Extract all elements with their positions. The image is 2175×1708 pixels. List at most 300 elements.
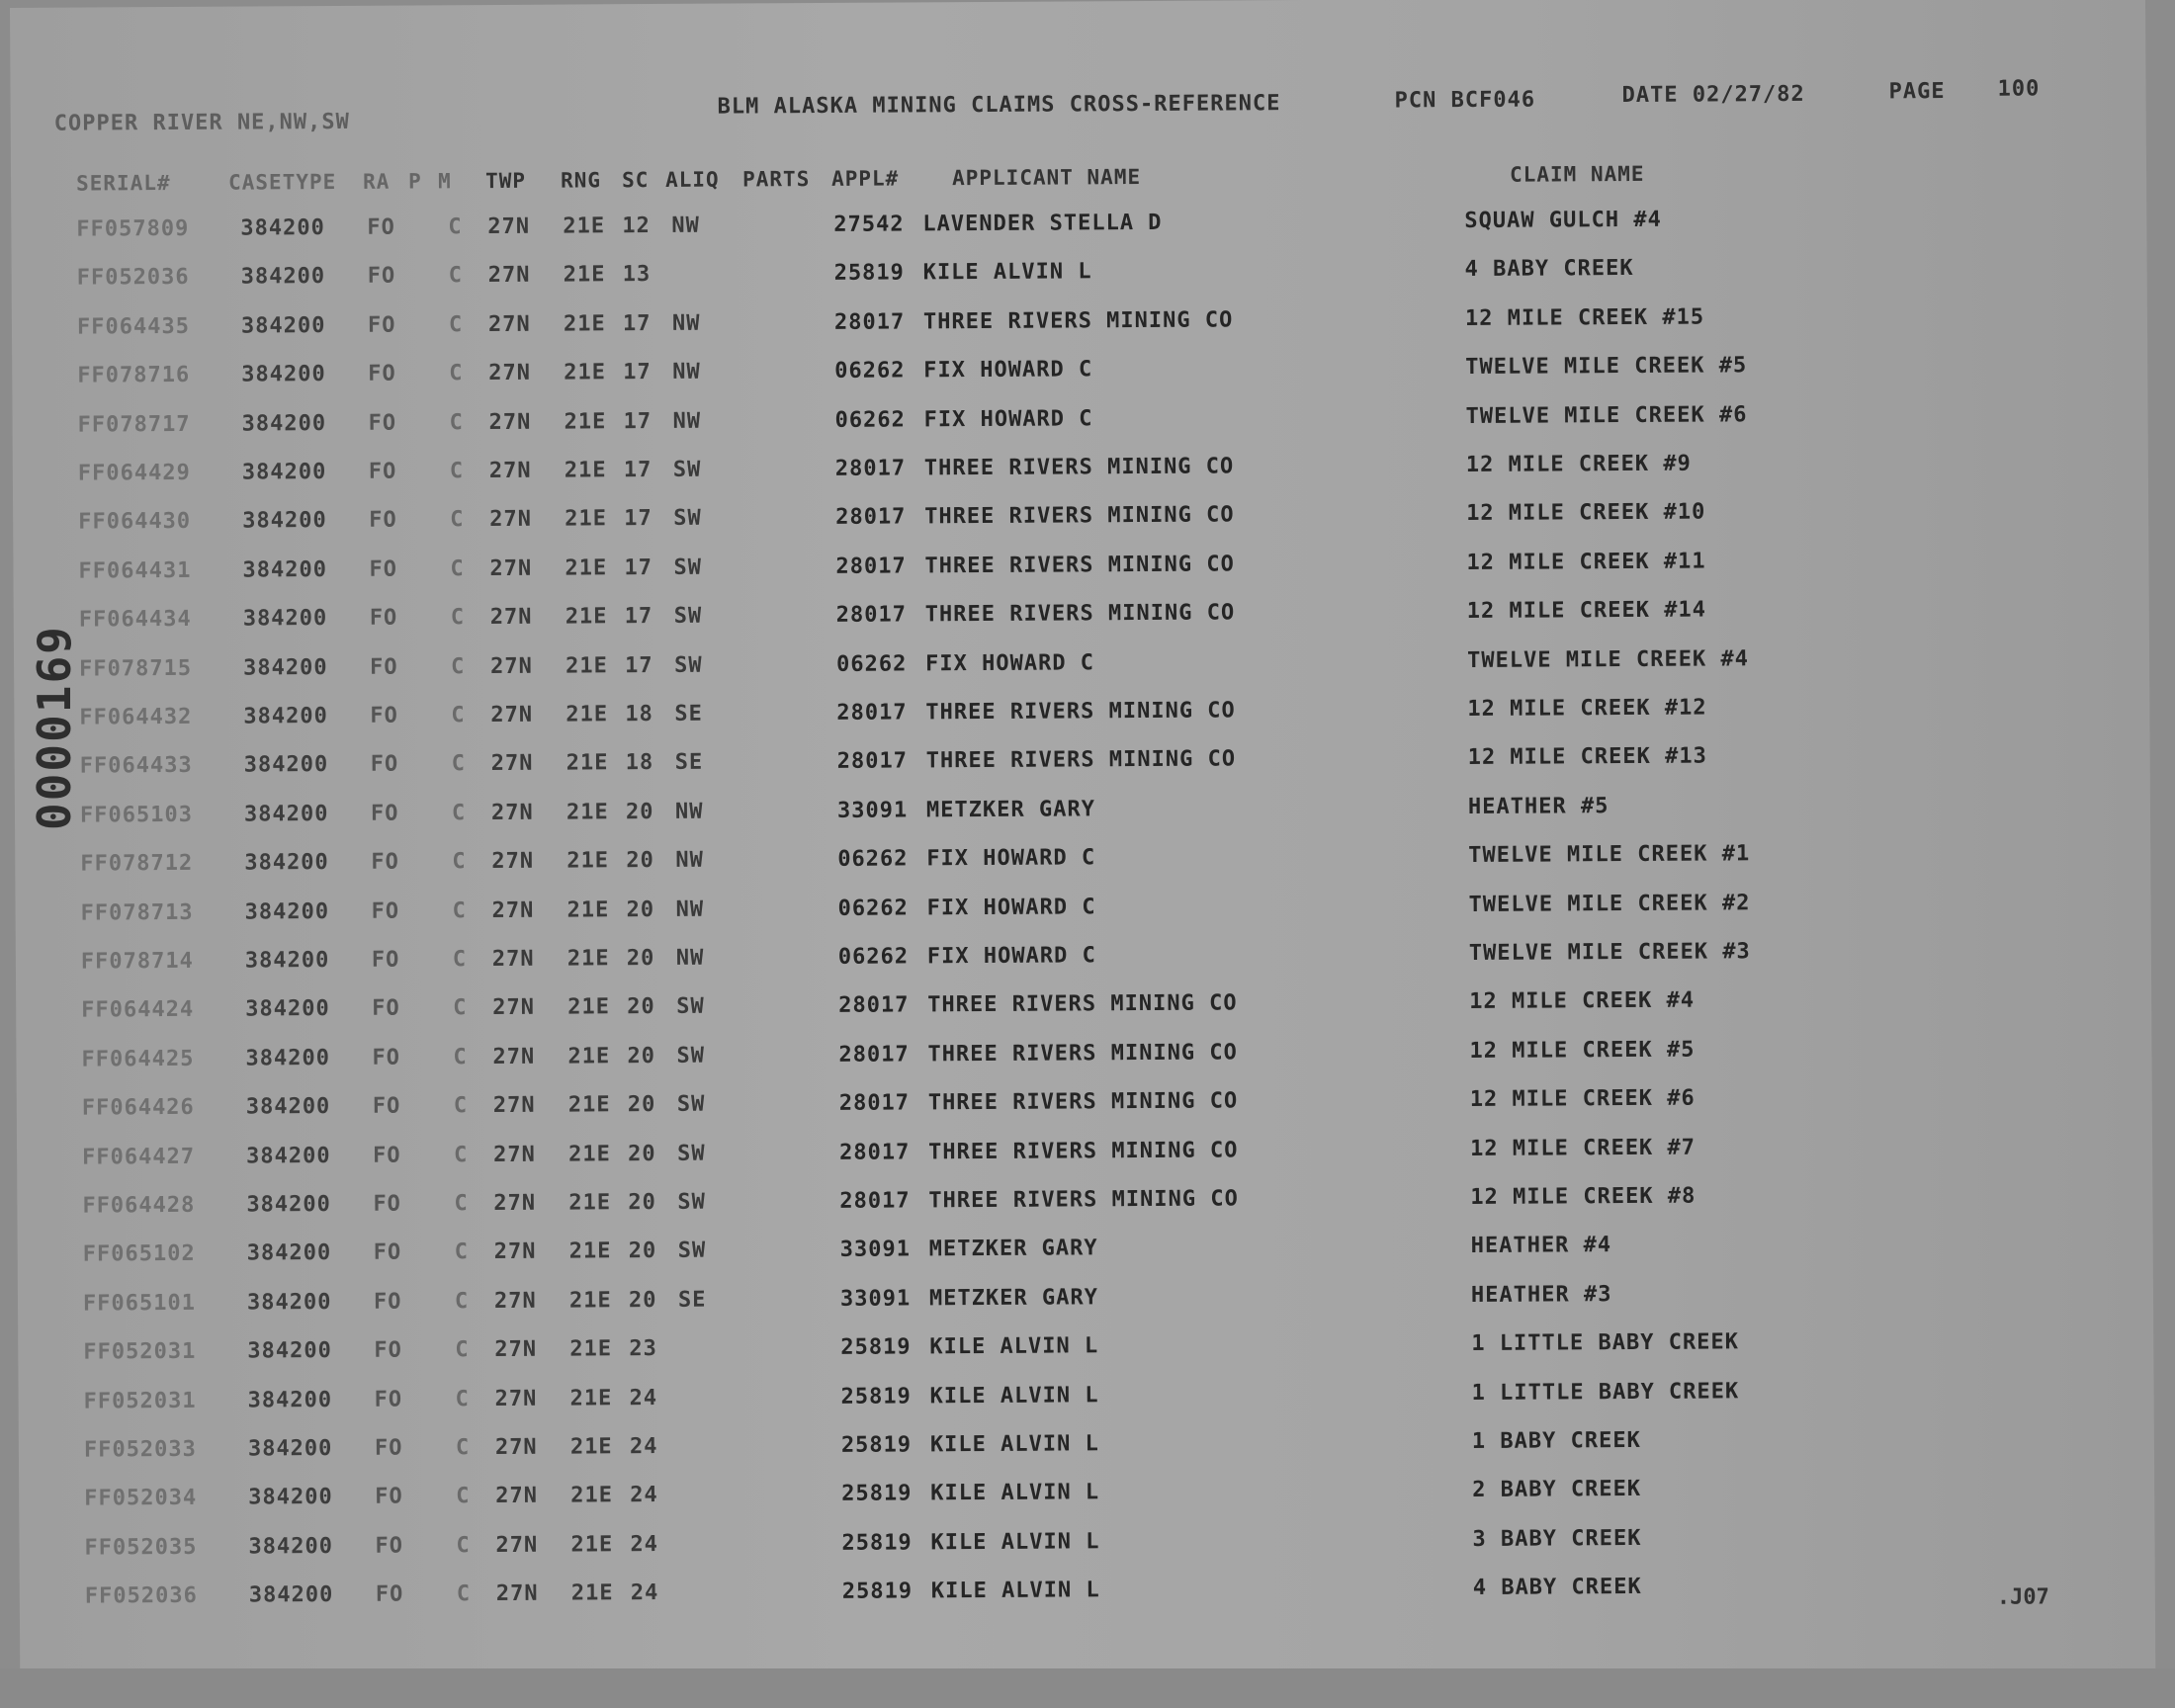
cell-m: C [456,1581,472,1607]
cell-claim: TWELVE MILE CREEK #6 [1465,401,1748,429]
cell-appl: 27542 [833,212,905,237]
footer-code: .J07 [1996,1584,2049,1610]
table-row [16,986,2092,1039]
cell-m: C [448,263,463,289]
cell-serial: FF057809 [76,215,190,242]
cell-applicant: FIX HOWARD C [926,943,1096,970]
cell-m: C [456,1532,471,1559]
cell-sc: 20 [627,994,655,1020]
table-row [12,351,2088,403]
cell-appl: 06262 [837,944,910,970]
cell-casetype: 384200 [247,1436,333,1462]
cell-serial: FF064432 [79,704,193,730]
cell-m: C [453,1093,469,1119]
cell-applicant: METZKER GARY [928,1285,1099,1312]
cell-m: C [451,703,466,728]
cell-ra: FO [374,1387,403,1412]
cell-appl: 25819 [841,1481,913,1507]
table-row [14,644,2090,697]
cell-appl: 33091 [839,1237,912,1263]
cell-applicant: FIX HOWARD C [926,845,1096,872]
cell-applicant: THREE RIVERS MINING CO [925,698,1236,726]
cell-claim: 12 MILE CREEK #10 [1466,499,1706,527]
cell-ra: FO [367,264,396,290]
cell-appl: 25819 [840,1334,912,1361]
cell-m: C [449,409,464,435]
col-claim: CLAIM NAME [1509,161,1645,187]
cell-claim: TWELVE MILE CREEK #2 [1468,890,1751,917]
cell-m: C [448,214,463,240]
cell-casetype: 384200 [248,1485,333,1510]
cell-claim: HEATHER #5 [1467,793,1610,819]
cell-twp: 27N [490,800,534,825]
cell-rng: 21E [568,1141,611,1167]
cell-appl: 06262 [835,651,908,677]
col-parts: PARTS [742,167,811,192]
cell-twp: 27N [488,360,532,386]
cell-aliq: NW [671,310,701,336]
col-serial: SERIAL# [76,171,171,196]
cell-twp: 27N [491,897,535,923]
cell-serial: FF065103 [79,802,194,828]
cell-sc: 17 [624,652,653,678]
cell-ra: FO [373,1289,402,1315]
table-row [16,1035,2092,1087]
cell-appl: 28017 [835,504,907,531]
col-aliq: ALIQ [665,167,720,192]
cell-casetype: 384200 [241,362,326,387]
cell-serial: FF052035 [84,1534,198,1561]
table-row [17,1181,2093,1234]
cell-rng: 21E [566,750,609,776]
table-row [15,839,2091,892]
cell-applicant: KILE ALVIN L [929,1382,1099,1409]
col-twp: TWP [485,168,527,194]
cell-m: C [448,312,464,338]
cell-ra: FO [372,1045,401,1070]
cell-appl: 25819 [840,1384,912,1409]
cell-twp: 27N [493,1239,537,1265]
cell-claim: SQUAW GULCH #4 [1464,207,1662,234]
cell-claim: 4 BABY CREEK [1472,1575,1642,1601]
col-appl: APPL# [830,166,900,191]
cell-ra: FO [373,1239,402,1266]
cell-aliq: SW [677,1238,707,1264]
cell-twp: 27N [487,263,531,289]
cell-rng: 21E [565,555,608,581]
cell-rng: 21E [568,1288,612,1314]
cell-claim: 1 LITTLE BABY CREEK [1471,1329,1740,1357]
table-row [13,449,2089,501]
cell-twp: 27N [492,1092,536,1119]
cell-aliq: NW [672,359,701,385]
page-number: 100 [1997,76,2041,102]
cell-m: C [449,361,464,386]
stamp-number: 0000169 [28,625,81,830]
cell-aliq: NW [671,213,700,238]
cell-serial: FF064424 [81,997,195,1023]
cell-serial: FF078717 [77,411,191,438]
cell-serial: FF052034 [84,1486,198,1511]
cell-claim: 12 MILE CREEK #11 [1466,549,1706,575]
col-m: M [438,169,452,194]
cell-m: C [455,1386,470,1411]
cell-sc: 20 [628,1287,657,1313]
cell-serial: FF052033 [83,1436,197,1463]
cell-rng: 21E [569,1385,613,1411]
cell-rng: 21E [565,506,607,532]
cell-serial: FF064435 [76,313,191,340]
cell-claim: 12 MILE CREEK #12 [1467,695,1707,723]
cell-m: C [454,1142,469,1167]
cell-aliq: SW [673,652,703,678]
table-row [18,1279,2094,1331]
cell-ra: FO [369,605,398,631]
table-row [20,1572,2096,1624]
table-row [16,937,2092,989]
cell-serial: FF078712 [80,851,194,877]
cell-applicant: KILE ALVIN L [930,1480,1100,1506]
cell-claim: TWELVE MILE CREEK #5 [1465,353,1748,381]
cell-serial: FF064431 [78,557,192,584]
cell-ra: FO [375,1581,404,1607]
cell-serial: FF078716 [77,363,191,388]
cell-m: C [456,1484,471,1509]
table-row [12,302,2088,355]
cell-applicant: THREE RIVERS MINING CO [924,600,1236,628]
cell-m: C [449,459,465,484]
cell-applicant: THREE RIVERS MINING CO [924,502,1235,530]
cell-m: C [450,507,465,533]
cell-casetype: 384200 [241,460,327,485]
cell-twp: 27N [494,1336,538,1363]
cell-serial: FF064430 [78,509,192,535]
cell-appl: 28017 [836,700,908,726]
cell-rng: 21E [566,897,610,923]
cell-casetype: 384200 [243,801,329,827]
table-row [14,693,2090,745]
cell-ra: FO [371,849,399,875]
cell-ra: FO [372,995,400,1022]
cell-sc: 17 [622,310,652,337]
cell-ra: FO [371,947,400,973]
cell-appl: 25819 [841,1579,914,1605]
cell-appl: 06262 [834,407,906,433]
cell-claim: 12 MILE CREEK #7 [1470,1135,1696,1161]
cell-twp: 27N [491,848,535,875]
cell-aliq: SE [674,750,704,776]
cell-casetype: 384200 [240,312,326,339]
cell-twp: 27N [493,1288,537,1314]
cell-claim: TWELVE MILE CREEK #3 [1468,939,1751,967]
cell-twp: 27N [488,458,532,484]
cell-rng: 21E [563,262,606,288]
cell-appl: 28017 [834,456,907,481]
cell-applicant: THREE RIVERS MINING CO [922,307,1234,335]
cell-twp: 27N [494,1386,538,1411]
cell-applicant: THREE RIVERS MINING CO [924,552,1235,579]
cell-rng: 21E [570,1483,614,1508]
cell-serial: FF052036 [76,265,190,291]
cell-appl: 33091 [836,798,909,823]
printout-sheet [10,0,2155,1700]
table-row [17,1133,2093,1185]
cell-appl: 25819 [841,1530,913,1556]
cell-serial: FF078713 [80,899,194,926]
cell-appl: 28017 [838,992,910,1019]
col-rng: RNG [561,168,602,193]
cell-applicant: FIX HOWARD C [926,894,1096,920]
cell-ra: FO [373,1191,401,1217]
cell-m: C [452,947,468,973]
cell-twp: 27N [495,1484,539,1509]
cell-rng: 21E [564,360,607,385]
table-row [19,1377,2095,1429]
cell-ra: FO [373,1143,401,1168]
pcn-label: PCN BCF046 [1394,87,1536,114]
cell-m: C [452,849,467,875]
cell-ra: FO [370,752,399,778]
cell-rng: 21E [565,604,608,630]
cell-casetype: 384200 [244,948,330,974]
col-sc: SC [622,168,650,193]
cell-applicant: KILE ALVIN L [930,1529,1100,1556]
cell-applicant: KILE ALVIN L [922,259,1092,286]
cell-sc: 17 [624,506,652,532]
table-row [17,1083,2093,1136]
cell-ra: FO [370,801,399,826]
table-row [11,205,2087,257]
cell-claim: 2 BABY CREEK [1472,1477,1642,1503]
cell-serial: FF064433 [79,753,193,779]
cell-claim: 12 MILE CREEK #9 [1465,451,1692,478]
serial-stamp [28,623,87,840]
cell-claim: 12 MILE CREEK #15 [1464,304,1705,331]
table-row [18,1231,2094,1283]
cell-casetype: 384200 [245,1045,331,1071]
cell-serial: FF078714 [80,948,194,975]
cell-ra: FO [372,1093,401,1119]
cell-claim: 3 BABY CREEK [1472,1525,1642,1552]
cell-twp: 27N [490,751,534,777]
cell-aliq: SW [677,1189,706,1215]
cell-aliq: SW [673,555,703,580]
cell-ra: FO [369,556,398,582]
cell-twp: 27N [488,409,532,435]
cell-m: C [451,800,467,826]
cell-ra: FO [368,361,396,386]
cell-appl: 06262 [837,846,909,873]
cell-rng: 21E [567,994,611,1020]
cell-sc: 23 [629,1336,657,1362]
cell-appl: 28017 [835,554,907,579]
table-row [19,1425,2095,1478]
cell-m: C [455,1337,470,1363]
cell-twp: 27N [492,995,536,1021]
cell-appl: 06262 [837,896,909,921]
cell-sc: 20 [628,1141,656,1166]
cell-twp: 27N [491,946,535,973]
cell-casetype: 384200 [246,1289,332,1316]
cell-applicant: THREE RIVERS MINING CO [923,454,1235,481]
cell-sc: 20 [628,1190,656,1216]
cell-serial: FF064434 [78,607,192,633]
cell-sc: 24 [630,1483,658,1508]
cell-claim: HEATHER #3 [1470,1281,1612,1308]
cell-twp: 27N [487,214,531,240]
cell-serial: FF064425 [81,1046,195,1072]
col-casetype: CASETYPE [228,169,337,195]
cell-rng: 21E [567,1044,611,1069]
cell-claim: 1 LITTLE BABY CREEK [1471,1378,1740,1406]
cell-casetype: 384200 [245,996,330,1022]
cell-m: C [453,1044,468,1070]
cell-m: C [451,751,467,777]
cell-claim: 12 MILE CREEK #4 [1469,988,1696,1015]
cell-appl: 28017 [835,602,908,629]
cell-casetype: 384200 [242,508,327,534]
cell-rng: 21E [566,946,610,972]
cell-ra: FO [374,1337,402,1363]
cell-appl: 33091 [839,1286,912,1312]
report-title: BLM ALASKA MINING CLAIMS CROSS-REFERENCE [717,91,1281,120]
cell-aliq: SW [673,603,703,630]
cell-sc: 20 [625,799,654,825]
cell-m: C [454,1288,470,1315]
cell-claim: 12 MILE CREEK #8 [1470,1183,1696,1210]
cell-casetype: 384200 [241,410,327,437]
col-ra: RA [363,169,391,194]
cell-appl: 28017 [839,1140,911,1165]
cell-applicant: LAVENDER STELLA D [922,210,1163,237]
cell-casetype: 384200 [248,1582,334,1608]
cell-applicant: KILE ALVIN L [929,1431,1099,1458]
cell-aliq: SW [676,994,705,1020]
cell-twp: 27N [490,653,533,679]
cell-casetype: 384200 [244,898,330,925]
table-row [14,595,2090,647]
col-applicant: APPLICANT NAME [951,165,1142,191]
cell-sc: 17 [623,408,652,434]
cell-casetype: 384200 [243,704,328,729]
cell-rng: 21E [567,1092,611,1118]
cell-casetype: 384200 [242,606,328,632]
table-row [15,742,2091,795]
cell-applicant: FIX HOWARD C [923,357,1093,384]
cell-claim: 12 MILE CREEK #13 [1467,743,1707,771]
cell-twp: 27N [489,604,533,631]
cell-appl: 28017 [833,309,906,335]
cell-ra: FO [368,459,397,484]
cell-aliq: SW [676,1091,706,1118]
cell-sc: 20 [626,848,654,874]
cell-rng: 21E [566,848,610,874]
cell-casetype: 384200 [243,654,328,681]
cell-appl: 28017 [838,1090,911,1117]
table-row [16,889,2092,941]
cell-aliq: NW [675,897,705,922]
cell-sc: 17 [624,555,653,581]
cell-rng: 21E [570,1580,614,1606]
cell-sc: 13 [622,262,652,288]
cell-casetype: 384200 [245,1094,331,1120]
cell-ra: FO [375,1533,404,1559]
cell-twp: 27N [495,1580,539,1607]
cell-appl: 06262 [834,358,906,384]
cell-sc: 18 [625,750,654,776]
cell-applicant: KILE ALVIN L [929,1333,1099,1360]
cell-rng: 21E [569,1434,613,1460]
cell-twp: 27N [494,1434,538,1461]
cell-applicant: THREE RIVERS MINING CO [925,746,1237,774]
cell-applicant: THREE RIVERS MINING CO [927,990,1238,1018]
cell-appl: 25819 [840,1432,913,1458]
cell-ra: FO [367,214,395,240]
cell-appl: 28017 [839,1188,911,1214]
cell-sc: 17 [624,604,653,630]
table-row [13,498,2089,551]
cell-rng: 21E [566,800,609,825]
cell-aliq: NW [675,945,705,971]
cell-m: C [450,605,466,631]
cell-casetype: 384200 [248,1533,334,1560]
table-row [13,400,2089,453]
cell-sc: 24 [629,1385,658,1410]
cell-rng: 21E [568,1238,612,1264]
cell-m: C [454,1239,470,1265]
cell-sc: 17 [623,360,652,385]
cell-aliq: SW [677,1141,706,1166]
cell-claim: 1 BABY CREEK [1471,1427,1641,1454]
cell-applicant: THREE RIVERS MINING CO [927,1040,1238,1068]
cell-ra: FO [369,508,397,534]
cell-sc: 18 [625,702,653,727]
cell-aliq: SW [676,1043,706,1068]
cell-rng: 21E [569,1336,613,1362]
cell-claim: 12 MILE CREEK #5 [1469,1037,1696,1064]
region-label: COPPER RIVER NE,NW,SW [53,109,350,136]
cell-rng: 21E [566,652,608,679]
table-row [19,1523,2095,1576]
cell-rng: 21E [570,1532,614,1558]
cell-ra: FO [370,654,398,680]
cell-aliq: NW [674,799,704,824]
table-row [15,791,2091,843]
cell-aliq: NW [675,847,704,874]
cell-serial: FF064429 [77,460,191,486]
cell-casetype: 384200 [240,264,326,290]
cell-sc: 17 [623,458,652,483]
cell-aliq: SE [674,701,703,726]
cell-rng: 21E [563,311,606,337]
cell-aliq: NW [672,408,702,434]
cell-m: C [453,995,468,1021]
cell-applicant: THREE RIVERS MINING CO [928,1186,1239,1214]
cell-sc: 24 [629,1434,658,1460]
cell-serial: FF064428 [82,1192,196,1219]
cell-appl: 28017 [838,1042,910,1068]
cell-appl: 28017 [836,748,908,775]
cell-twp: 27N [487,311,531,337]
cell-serial: FF052031 [83,1339,197,1365]
scan-edge [0,1668,2175,1708]
cell-twp: 27N [489,555,533,581]
cell-ra: FO [368,410,397,436]
cell-casetype: 384200 [246,1240,332,1266]
cell-rng: 21E [564,458,607,483]
cell-applicant: FIX HOWARD C [924,649,1095,676]
cell-ra: FO [371,898,400,924]
